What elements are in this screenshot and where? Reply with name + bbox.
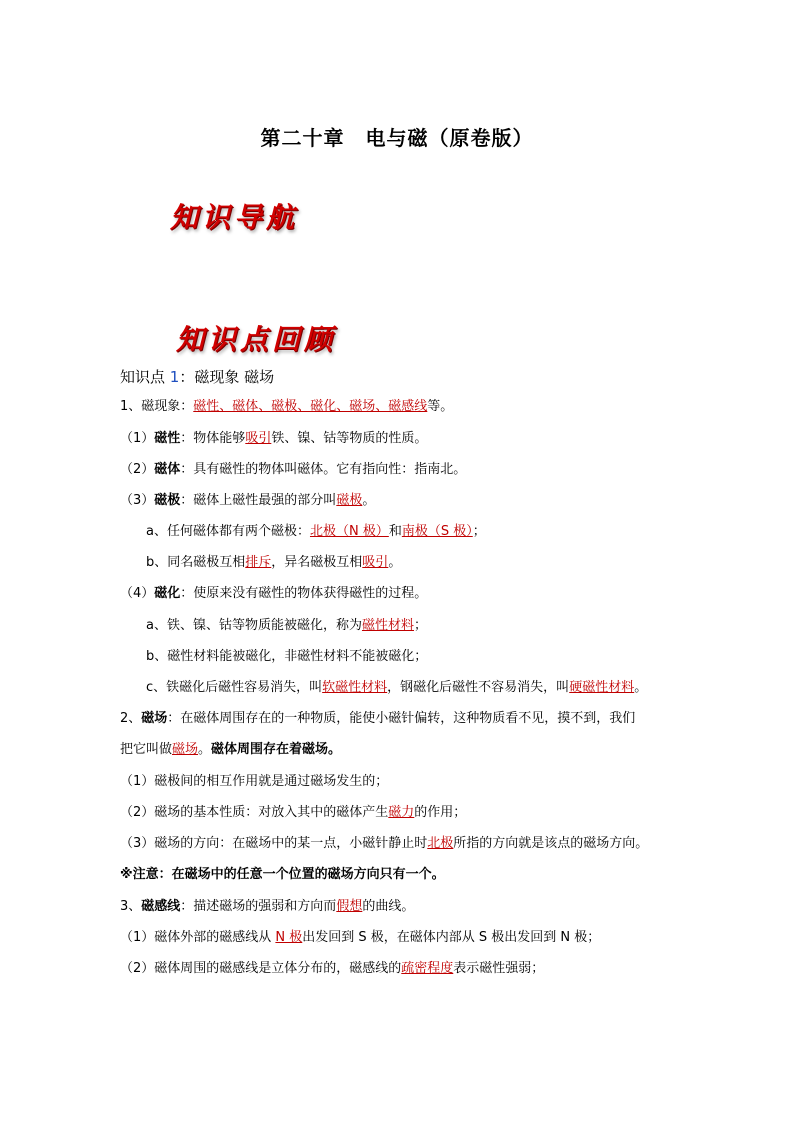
text-line-3: （2）磁体：具有磁性的物体叫磁体。它有指向性：指南北。 (120, 462, 467, 477)
text-line-11: 2、磁场：在磁体周围存在的一种物质，能使小磁针偏转，这种物质看不见，摸不到，我们 (120, 711, 636, 726)
text-line-10: c、铁磁化后磁性容易消失，叫软磁性材料，钢磁化后磁性不容易消失，叫硬磁性材料。 (146, 680, 648, 695)
text-line-8: a、铁、镍、钴等物质能被磁化，称为磁性材料； (146, 618, 427, 633)
page-title: 第二十章 电与磁（原卷版） (260, 126, 534, 150)
banner-knowledge-navigation: 知识导航 (170, 201, 299, 234)
text-line-2: （1）磁性：物体能够吸引铁、镍、钴等物质的性质。 (120, 431, 428, 446)
text-line-14: （2）磁场的基本性质：对放入其中的磁体产生磁力的作用； (120, 805, 467, 820)
text-line-5: a、任何磁体都有两个磁极：北极（N 极）和南极（S 极）； (146, 524, 486, 539)
text-line-13: （1）磁极间的相互作用就是通过磁场发生的； (120, 774, 389, 789)
text-line-19: （2）磁体周围的磁感线是立体分布的，磁感线的疏密程度表示磁性强弱； (120, 961, 545, 976)
text-line-12: 把它叫做磁场。磁体周围存在着磁场。 (120, 742, 342, 757)
text-line-15: （3）磁场的方向：在磁场中的某一点，小磁针静止时北极所指的方向就是该点的磁场方向。 (120, 836, 649, 851)
section-heading (120, 366, 274, 387)
text-line-4: （3）磁极：磁体上磁性最强的部分叫磁极。 (120, 493, 376, 508)
text-line-18: （1）磁体外部的磁感线从 N 极出发回到 S 极，在磁体内部从 S 极出发回到 N 极； (120, 930, 601, 945)
text-line-7: （4）磁化：使原来没有磁性的物体获得磁性的过程。 (120, 586, 428, 601)
section-suffix: ：磁现象 磁场 (179, 368, 275, 386)
banner-knowledge-review: 知识点回顾 (176, 323, 337, 356)
text-line-16: ※注意：在磁场中的任意一个位置的磁场方向只有一个。 (120, 867, 445, 882)
section-prefix: 知识点 (120, 368, 170, 386)
text-line-1: 1、磁现象：磁性、磁体、磁极、磁化、磁场、磁感线等。 (120, 399, 454, 414)
text-line-6: b、同名磁极互相排斥，异名磁极互相吸引。 (146, 555, 402, 570)
text-line-9: b、磁性材料能被磁化，非磁性材料不能被磁化； (146, 649, 428, 664)
text-line-17: 3、磁感线：描述磁场的强弱和方向而假想的曲线。 (120, 899, 415, 914)
section-number: 1 (169, 368, 180, 386)
